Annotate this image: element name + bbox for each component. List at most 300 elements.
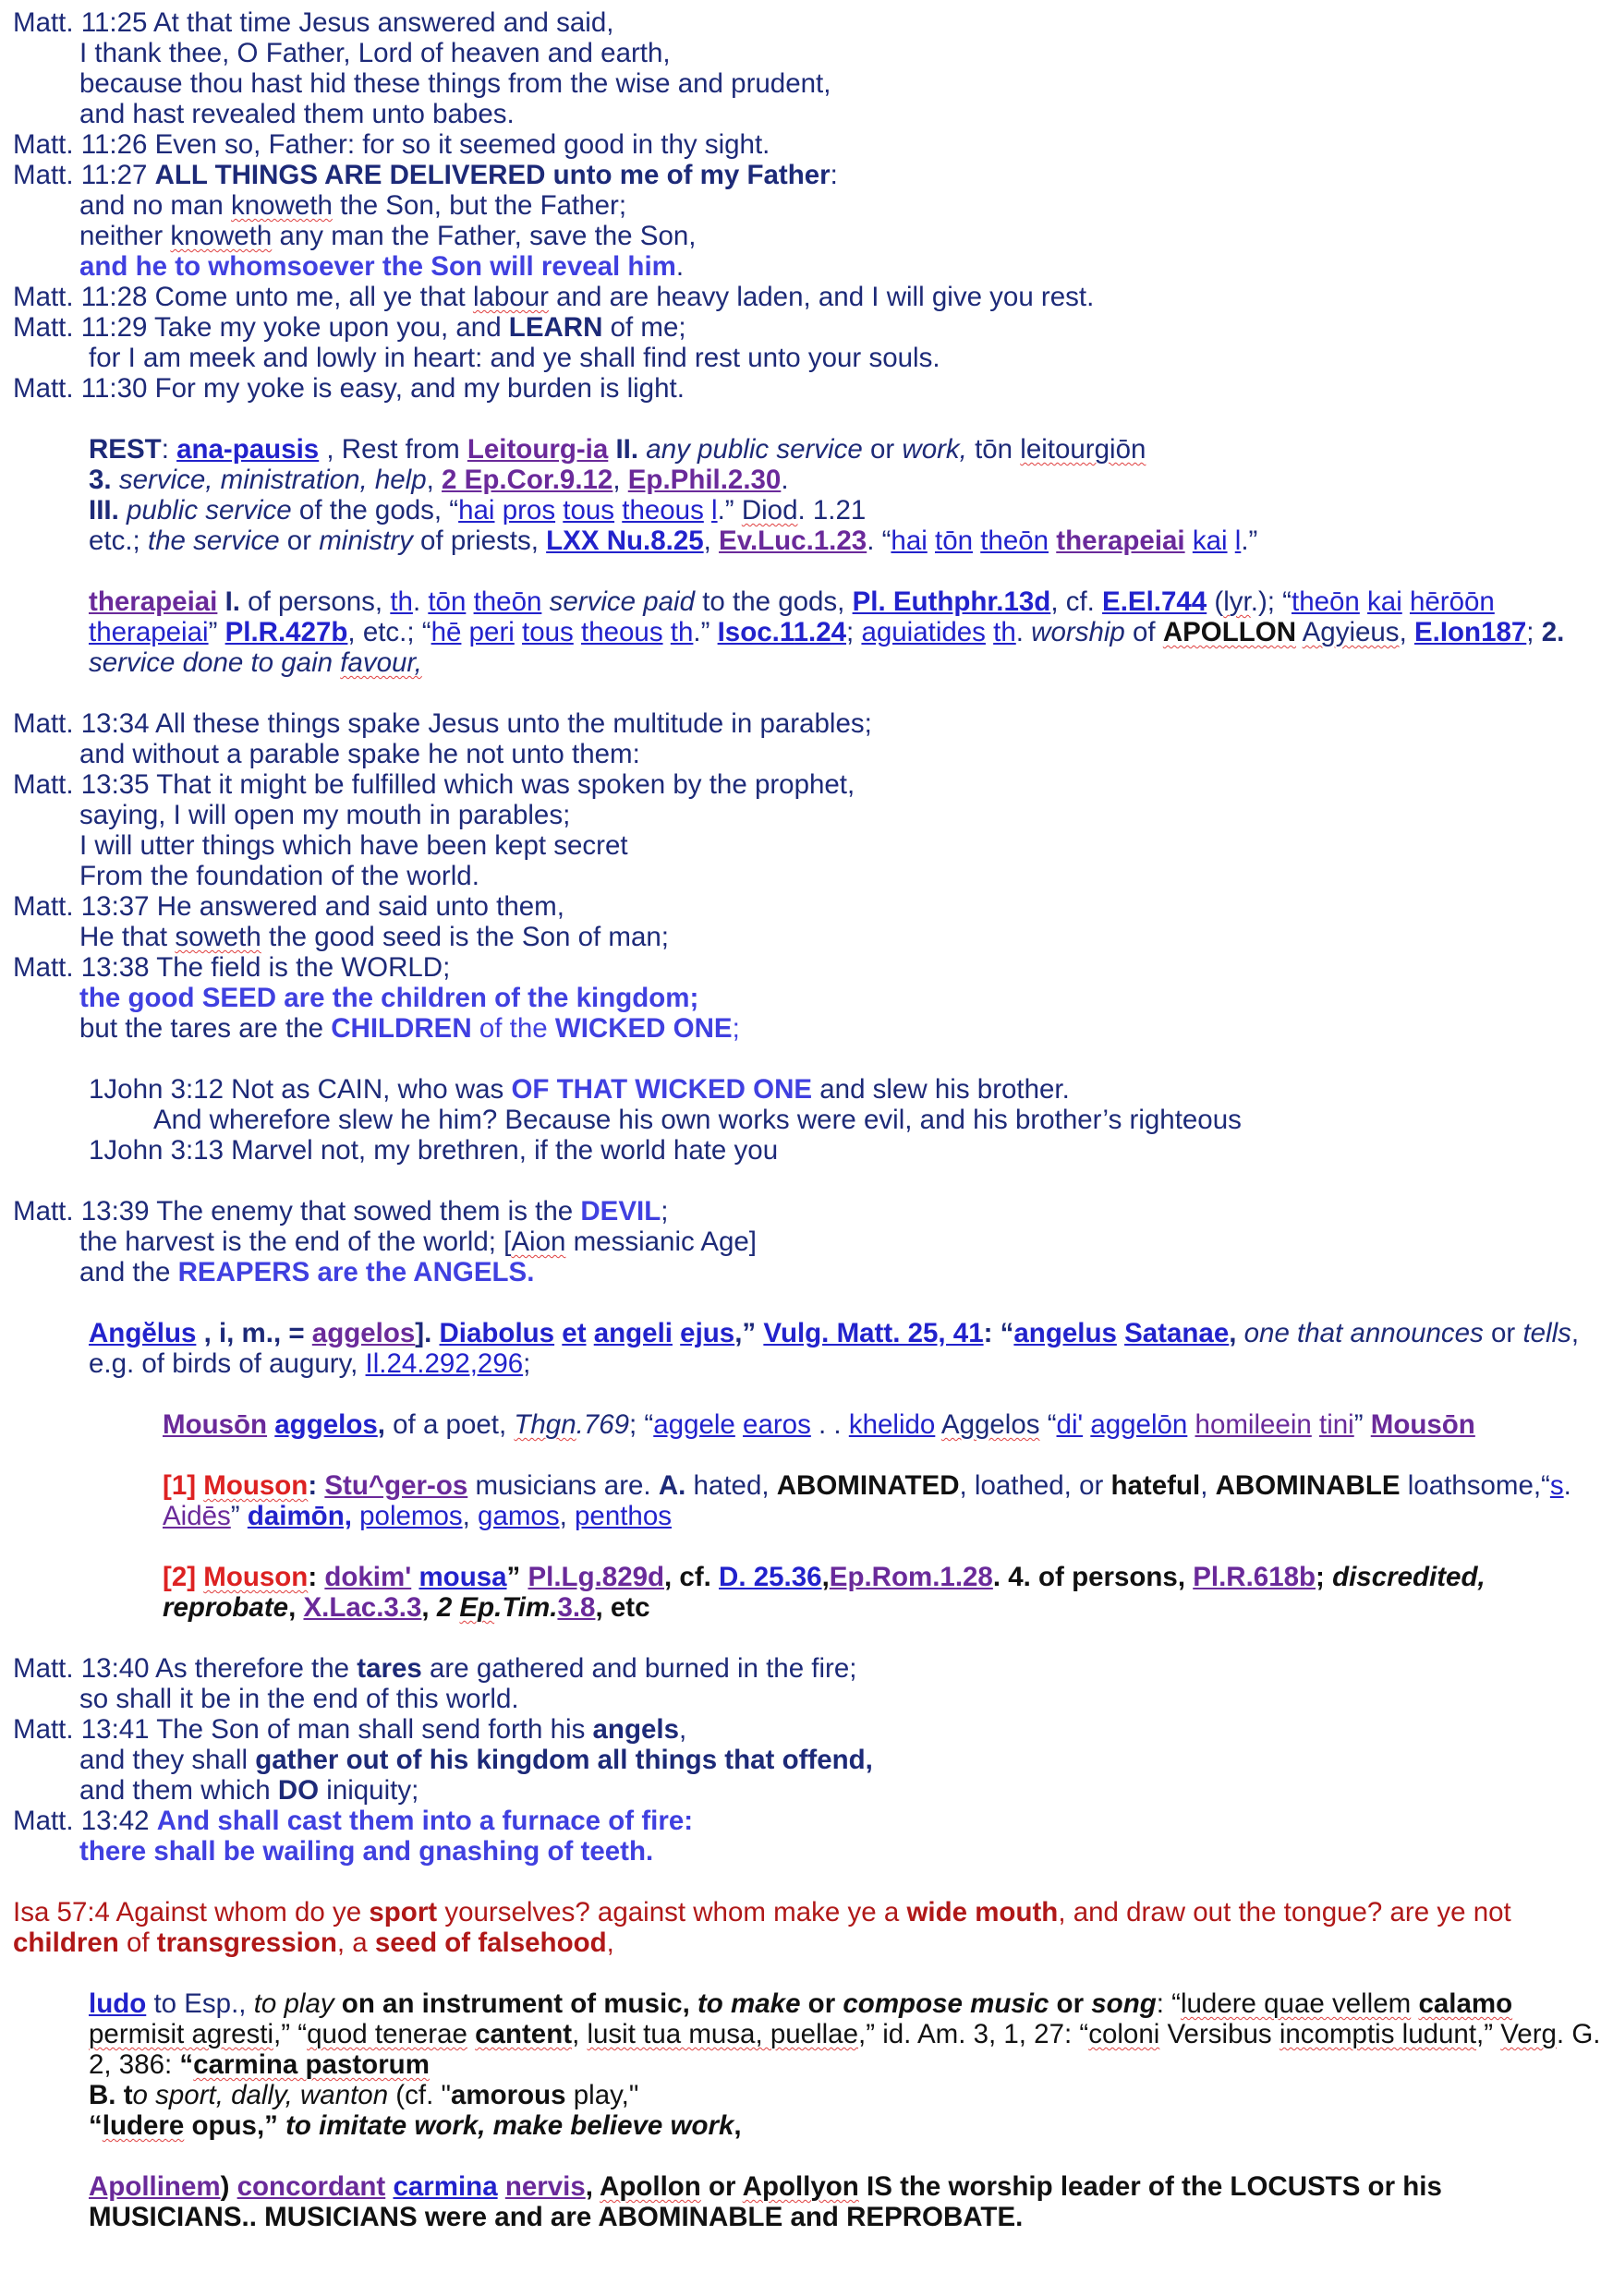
text-run: favour,: [340, 647, 422, 678]
text-run: ;: [1316, 1562, 1325, 1592]
reference-link[interactable]: LXX Nu.8.25: [546, 526, 704, 556]
reference-link[interactable]: Pl.Lg.829d: [528, 1562, 665, 1592]
reference-link[interactable]: pros: [502, 495, 556, 526]
text-run: Matt. 13:39 The enemy that sowed them is the: [13, 1196, 581, 1227]
text-run: children: [13, 1927, 119, 1958]
text-run: and they shall: [79, 1745, 256, 1775]
text-run: [574, 617, 581, 647]
text-run: leitourgiōn: [1020, 434, 1146, 465]
paragraph-gap: [13, 1166, 1607, 1196]
text-run: ): [220, 2171, 237, 2202]
text-run: 3.: [89, 465, 112, 495]
text-run: Matt. 13:40 As therefore the: [13, 1653, 358, 1684]
text-run: . 4. of persons,: [992, 1562, 1194, 1592]
text-run: ,: [612, 465, 628, 495]
text-run: , cf.: [664, 1562, 720, 1592]
reference-link[interactable]: l: [711, 495, 718, 526]
text-run: [704, 495, 711, 526]
reference-link[interactable]: theous: [581, 617, 663, 647]
reference-link[interactable]: therapeiai: [1056, 526, 1185, 556]
text-run: ;: [523, 1348, 531, 1379]
text-run: [217, 586, 224, 617]
reference-link[interactable]: aggelos: [274, 1409, 378, 1440]
text-run: Matt. 13:41 The Son of man shall send forth his: [13, 1714, 593, 1745]
text-run: iniquity;: [319, 1775, 419, 1806]
reference-link[interactable]: earos: [743, 1409, 811, 1440]
text-run: there shall be wailing and gnashing of teeth.: [79, 1836, 654, 1867]
reference-link[interactable]: Apollinem: [89, 2171, 221, 2202]
text-run: ,: [606, 1927, 614, 1958]
text-run: [973, 526, 980, 556]
reference-link[interactable]: penthos: [575, 1501, 672, 1531]
text-run: and he to whomsoever the Son will reveal him: [79, 251, 676, 282]
text-run: And shall cast them into a furnace of fire:: [156, 1806, 694, 1836]
text-run: Verg: [1500, 2019, 1557, 2049]
text-line: [13, 2171, 1607, 2232]
text-run: angels: [592, 1714, 679, 1745]
reference-link[interactable]: Satanae: [1124, 1318, 1230, 1348]
paragraph-gap: [13, 1379, 1607, 1409]
reference-link[interactable]: 2 Ep.Cor.9.12: [442, 465, 613, 495]
text-run: ;: [1526, 617, 1542, 647]
text-run: ,”: [1476, 2019, 1501, 2049]
text-run: Versibus: [1159, 2019, 1279, 2049]
text-run: [352, 1501, 359, 1531]
reference-link[interactable]: carmina: [393, 2171, 498, 2202]
reference-link[interactable]: Stu^ger-os: [324, 1470, 468, 1501]
text-run: sport: [369, 1897, 438, 1927]
reference-link[interactable]: di': [1056, 1409, 1084, 1440]
text-line: [13, 1988, 1607, 2080]
text-line: [13, 7, 1607, 38]
reference-link[interactable]: hē: [431, 617, 462, 647]
reference-link[interactable]: tous: [563, 495, 615, 526]
text-line: [13, 586, 1607, 678]
text-run: permisit agresti: [89, 2019, 274, 2049]
text-run: soweth: [175, 922, 261, 952]
text-run: on an instrument of music,: [334, 1988, 697, 2019]
reference-link[interactable]: homileein: [1195, 1409, 1312, 1440]
text-run: , loathed, or: [959, 1470, 1111, 1501]
text-run: o sport, dally, wanton: [132, 2080, 389, 2110]
text-run: From the foundation of the world.: [79, 861, 479, 891]
text-line: [13, 99, 1607, 129]
text-run: Agyieus: [1302, 617, 1400, 647]
text-run: [1187, 1409, 1195, 1440]
text-run: .”: [693, 617, 718, 647]
reference-link[interactable]: Pl.R.427b: [224, 617, 348, 647]
text-run: [541, 586, 549, 617]
text-run: ;: [661, 1196, 669, 1227]
text-run: .: [675, 251, 685, 282]
text-run: ,: [1229, 1318, 1244, 1348]
reference-link[interactable]: th: [670, 617, 694, 647]
reference-link[interactable]: daimōn,: [247, 1501, 352, 1531]
text-run: or: [800, 1988, 843, 2019]
text-line: [13, 1074, 1607, 1105]
text-run: [467, 2019, 475, 2049]
text-run: carmina pastorum: [193, 2049, 430, 2080]
text-run: quod tenerae: [307, 2019, 467, 2049]
reference-link[interactable]: mousa: [418, 1562, 507, 1592]
text-line: [13, 1562, 1607, 1623]
text-run: labour: [472, 282, 549, 312]
text-run: .Tim.: [494, 1592, 558, 1623]
text-run: Diod: [741, 495, 798, 526]
reference-link[interactable]: theous: [622, 495, 704, 526]
text-run: amorous: [450, 2080, 566, 2110]
text-run: Matt. 13:37 He answered and said unto them,: [13, 891, 564, 922]
text-line: [13, 1806, 1607, 1836]
reference-link[interactable]: polemos: [359, 1501, 463, 1531]
text-run: [1117, 1318, 1124, 1348]
text-run: Matt. 11:25 At that time Jesus answered and said,: [13, 7, 614, 38]
reference-link[interactable]: Isoc.11.24: [717, 617, 847, 647]
text-run: “: [179, 2049, 194, 2080]
reference-link[interactable]: aggele: [653, 1409, 735, 1440]
text-run: . 1.21: [797, 495, 867, 526]
text-run: [2]: [163, 1562, 204, 1592]
reference-link[interactable]: Leitourg-ia: [467, 434, 609, 465]
reference-link[interactable]: hai: [458, 495, 495, 526]
text-line: [13, 800, 1607, 830]
text-line: [13, 434, 1607, 465]
reference-link[interactable]: Pl.R.618b: [1193, 1562, 1316, 1592]
reference-link[interactable]: aggelos: [311, 1318, 416, 1348]
reference-link[interactable]: dokim': [324, 1562, 412, 1592]
reference-link[interactable]: therapeiai: [89, 586, 218, 617]
text-run: Matt. 11:29 Take my yoke upon you, and: [13, 312, 509, 343]
reference-link[interactable]: kai: [1192, 526, 1228, 556]
text-run: 1John 3:12 Not as CAIN, who was: [89, 1074, 512, 1105]
text-run: OF THAT WICKED ONE: [511, 1074, 813, 1105]
reference-link[interactable]: Pl. Euthphr.13d: [852, 586, 1051, 617]
text-run: Ep: [459, 1592, 495, 1623]
text-run: of the gods, “: [291, 495, 459, 526]
reference-link[interactable]: theōn: [980, 526, 1049, 556]
reference-link[interactable]: angeli: [593, 1318, 673, 1348]
text-run: ;: [846, 617, 862, 647]
text-run: Matt. 13:42: [13, 1806, 157, 1836]
text-run: :: [308, 1562, 325, 1592]
text-run: , cf.: [1050, 586, 1103, 617]
reference-link[interactable]: th: [390, 586, 413, 617]
text-run: of persons,: [239, 586, 391, 617]
reference-link[interactable]: peri: [468, 617, 515, 647]
text-line: [13, 1745, 1607, 1775]
text-line: [13, 343, 1607, 373]
text-run: WICKED ONE: [554, 1013, 733, 1044]
text-run: Thgn: [514, 1409, 576, 1440]
text-run: B. t: [89, 2080, 133, 2110]
text-run: : “: [983, 1318, 1014, 1348]
paragraph-gap: [13, 1958, 1607, 1988]
text-run: ,: [426, 465, 443, 495]
text-run: of priests,: [412, 526, 547, 556]
text-run: .”: [717, 495, 742, 526]
text-line: [13, 160, 1607, 190]
text-run: discredited, reprobate: [163, 1562, 1486, 1623]
paragraph-gap: [13, 2141, 1607, 2171]
text-run: ,: [559, 1501, 575, 1531]
reference-link[interactable]: Mousōn: [163, 1409, 268, 1440]
text-run: ; “: [629, 1409, 654, 1440]
reference-link[interactable]: 3.8: [557, 1592, 596, 1623]
text-line: [13, 373, 1607, 404]
reference-link[interactable]: tōn: [935, 526, 974, 556]
text-run: saying, I will open my mouth in parables;: [79, 800, 571, 830]
text-run: ,”: [734, 1318, 764, 1348]
text-run: the Son, but the Father;: [332, 190, 627, 221]
text-run: the good SEED are the children of the kingdom;: [79, 983, 699, 1013]
text-run: Matt. 11:28 Come unto me, all ye that: [13, 282, 473, 312]
text-run: , Rest from: [319, 434, 467, 465]
reference-link[interactable]: gamos: [478, 1501, 560, 1531]
reference-link[interactable]: tous: [522, 617, 574, 647]
text-run: ,: [678, 1714, 687, 1745]
text-run: ,: [734, 2110, 742, 2141]
text-run: [1312, 1409, 1319, 1440]
text-run: to imitate work, make believe work: [285, 2110, 734, 2141]
text-run: of a poet,: [384, 1409, 515, 1440]
text-line: [13, 38, 1607, 68]
text-run: ludere quae vellem: [1180, 1988, 1412, 2019]
text-line: [13, 2110, 1607, 2141]
text-run: [498, 2171, 505, 2202]
text-run: tōn: [966, 434, 1021, 465]
reference-link[interactable]: theōn: [1292, 586, 1360, 617]
text-run: (cf. ": [388, 2080, 451, 2110]
text-run: of me;: [602, 312, 686, 343]
text-run: opus,”: [184, 2110, 286, 2141]
reference-link[interactable]: hērōōn: [1409, 586, 1495, 617]
text-line: [13, 891, 1607, 922]
text-run: the service: [147, 526, 280, 556]
paragraph-gap: [13, 1623, 1607, 1653]
text-line: [13, 1897, 1607, 1958]
text-run: [466, 586, 473, 617]
text-run: tells: [1522, 1318, 1571, 1348]
reference-link[interactable]: Angĕlus: [89, 1318, 197, 1348]
text-run: [935, 1409, 941, 1440]
text-run: of: [1124, 617, 1163, 647]
paragraph-gap: [13, 1287, 1607, 1318]
text-run: Apollon: [600, 2171, 701, 2202]
text-run: to Esp.,: [146, 1988, 254, 2019]
reference-link[interactable]: angelus: [1013, 1318, 1117, 1348]
reference-link[interactable]: et: [562, 1318, 587, 1348]
text-line: [13, 1227, 1607, 1257]
text-run: service, ministration, help: [118, 465, 427, 495]
text-line: [13, 129, 1607, 160]
reference-link[interactable]: l: [1234, 526, 1242, 556]
text-run: ,: [462, 1501, 479, 1531]
reference-link[interactable]: theōn: [473, 586, 542, 617]
text-run: [928, 526, 935, 556]
text-run: .769: [576, 1409, 630, 1440]
text-line: [13, 1653, 1607, 1684]
reference-link[interactable]: Aidēs: [163, 1501, 231, 1531]
text-run: ].: [415, 1318, 440, 1348]
text-line: [13, 952, 1607, 983]
text-run: public service: [127, 495, 292, 526]
text-run: ,: [821, 1562, 830, 1592]
reference-link[interactable]: aggelōn: [1090, 1409, 1188, 1440]
reference-link[interactable]: tōn: [428, 586, 467, 617]
reference-link[interactable]: D. 25.36: [719, 1562, 822, 1592]
text-run: . .: [810, 1409, 849, 1440]
text-line: [13, 1714, 1607, 1745]
text-run: [986, 617, 993, 647]
text-run: [1360, 586, 1367, 617]
text-run: Matt. 13:34 All these things spake Jesus unto the multitude in parables;: [13, 708, 872, 739]
text-run: messianic Age]: [565, 1227, 758, 1257]
reference-link[interactable]: Ev.Luc.1.23: [719, 526, 867, 556]
text-run: ”: [208, 617, 225, 647]
text-run: cantent: [475, 2019, 573, 2049]
text-run: , a: [336, 1927, 375, 1958]
text-run: or: [279, 526, 320, 556]
text-run: [1325, 1562, 1332, 1592]
text-run: but the tares are the: [79, 1013, 332, 1044]
text-run: REST: [89, 434, 162, 465]
text-run: [1]: [163, 1470, 204, 1501]
text-line: [13, 739, 1607, 769]
text-run: Matt. 11:30 For my yoke is easy, and my burden is light.: [13, 373, 685, 404]
text-run: ,: [703, 526, 720, 556]
reference-link[interactable]: nervis: [504, 2171, 586, 2202]
text-run: IS the worship leader of the LOCUSTS or his MUSICIANS.. MUSICIANS were and are ABOMINABLE and REPROBATE.: [89, 2171, 1442, 2232]
text-run: [673, 1318, 680, 1348]
text-run: Aion: [511, 1227, 566, 1257]
reference-link[interactable]: concordant: [236, 2171, 386, 2202]
reference-link[interactable]: Vulg. Matt. 25, 41: [763, 1318, 984, 1348]
text-run: or: [1483, 1318, 1523, 1348]
reference-link[interactable]: X.Lac.3.3: [303, 1592, 422, 1623]
text-run: ,: [1399, 617, 1414, 647]
paragraph-gap: [13, 1044, 1607, 1074]
text-run: [461, 617, 468, 647]
text-run: and the: [79, 1257, 178, 1287]
reference-link[interactable]: Diabolus: [439, 1318, 555, 1348]
text-run: ,: [585, 2171, 600, 2202]
text-run: any public service: [646, 434, 863, 465]
text-run: , and draw out the tongue? are ye not: [1058, 1897, 1511, 1927]
text-run: and are heavy laden, and I will give you rest.: [548, 282, 1095, 312]
text-run: seed of falsehood: [374, 1927, 607, 1958]
reference-link[interactable]: aguiatides: [861, 617, 986, 647]
text-run: ABOMINABLE: [1215, 1470, 1401, 1501]
reference-link[interactable]: Il.24.292,296: [365, 1348, 524, 1379]
text-line: [13, 282, 1607, 312]
text-run: . “: [867, 526, 891, 556]
text-run: service done to gain: [89, 647, 341, 678]
text-line: [13, 769, 1607, 800]
reference-link[interactable]: kai: [1367, 586, 1402, 617]
reference-link[interactable]: Mousōn: [1370, 1409, 1475, 1440]
reference-link[interactable]: khelido: [848, 1409, 936, 1440]
text-line: [13, 1409, 1607, 1440]
text-run: yourselves? against whom make ye a: [437, 1897, 907, 1927]
reference-link[interactable]: th: [993, 617, 1016, 647]
text-run: work,: [902, 434, 967, 465]
text-run: And wherefore slew he him? Because his own works were evil, and his brother’s righteous: [153, 1105, 1242, 1135]
text-run: LEARN: [508, 312, 603, 343]
reference-link[interactable]: Ep.Phil.2.30: [627, 465, 782, 495]
text-run: and them which: [79, 1775, 278, 1806]
text-run: song: [1091, 1988, 1157, 2019]
reference-link[interactable]: ejus: [680, 1318, 735, 1348]
text-run: .: [412, 586, 429, 617]
text-run: ”: [1353, 1409, 1371, 1440]
text-line: [13, 465, 1607, 495]
text-run: musicians are.: [467, 1470, 659, 1501]
reference-link[interactable]: ludo: [89, 1988, 147, 2019]
text-run: DEVIL: [580, 1196, 661, 1227]
text-run: Matt. 11:27: [13, 160, 155, 190]
text-run: II.: [615, 434, 639, 465]
text-run: ,: [377, 1409, 385, 1440]
text-run: , etc: [595, 1592, 650, 1623]
text-run: I will utter things which have been kept secret: [79, 830, 628, 861]
text-run: ministry: [319, 526, 413, 556]
reference-link[interactable]: E.El.744: [1102, 586, 1207, 617]
text-run: He that: [79, 922, 176, 952]
reference-link[interactable]: therapeiai: [89, 617, 209, 647]
text-run: Matt. 13:38 The field is the WORLD;: [13, 952, 451, 983]
text-run: so shall it be in the end of this world.: [79, 1684, 519, 1714]
text-run: one that announces: [1243, 1318, 1484, 1348]
text-run: Matt. 11:26 Even so, Father: for so it seemed good in thy sight.: [13, 129, 770, 160]
text-line: [13, 68, 1607, 99]
text-run: lyr: [1223, 586, 1251, 617]
text-line: [13, 495, 1607, 526]
text-line: [13, 2080, 1607, 2110]
text-run: because thou hast hid these things from the wise and prudent,: [79, 68, 831, 99]
reference-link[interactable]: hai: [891, 526, 928, 556]
text-run: to play: [253, 1988, 334, 2019]
text-run: any man the Father, save the Son,: [272, 221, 697, 251]
reference-link[interactable]: tini: [1319, 1409, 1354, 1440]
text-run: “: [1039, 1409, 1057, 1440]
reference-link[interactable]: s: [1549, 1470, 1564, 1501]
text-run: to the gods,: [695, 586, 853, 617]
text-run: or: [862, 434, 903, 465]
text-run: ABOMINATED: [776, 1470, 960, 1501]
text-run: [112, 465, 119, 495]
paragraph-gap: [13, 556, 1607, 586]
reference-link[interactable]: ana-pausis: [176, 434, 320, 465]
text-run: for I am meek and lowly in heart: and ye shall find rest unto your souls.: [89, 343, 940, 373]
text-run: , etc.; “: [347, 617, 431, 647]
text-run: :: [830, 160, 838, 190]
text-line: [13, 830, 1607, 861]
text-run: ,: [288, 1592, 304, 1623]
text-run: I.: [224, 586, 240, 617]
text-run: .”: [1241, 526, 1258, 556]
text-run: transgression: [156, 1927, 337, 1958]
text-run: or: [1049, 1988, 1092, 2019]
text-run: “: [89, 2110, 103, 2141]
reference-link[interactable]: E.Ion187: [1413, 617, 1527, 647]
reference-link[interactable]: Ep.Rom.1.28: [829, 1562, 993, 1592]
text-run: Matt. 13:35 That it might be fulfilled which was spoken by the prophet,: [13, 769, 855, 800]
text-run: coloni: [1088, 2019, 1160, 2049]
text-run: ,” id. Am. 3, 1, 27: “: [858, 2019, 1089, 2049]
text-run: [1228, 526, 1235, 556]
text-run: , e.g. of birds of augury,: [89, 1318, 1580, 1379]
text-line: [13, 312, 1607, 343]
